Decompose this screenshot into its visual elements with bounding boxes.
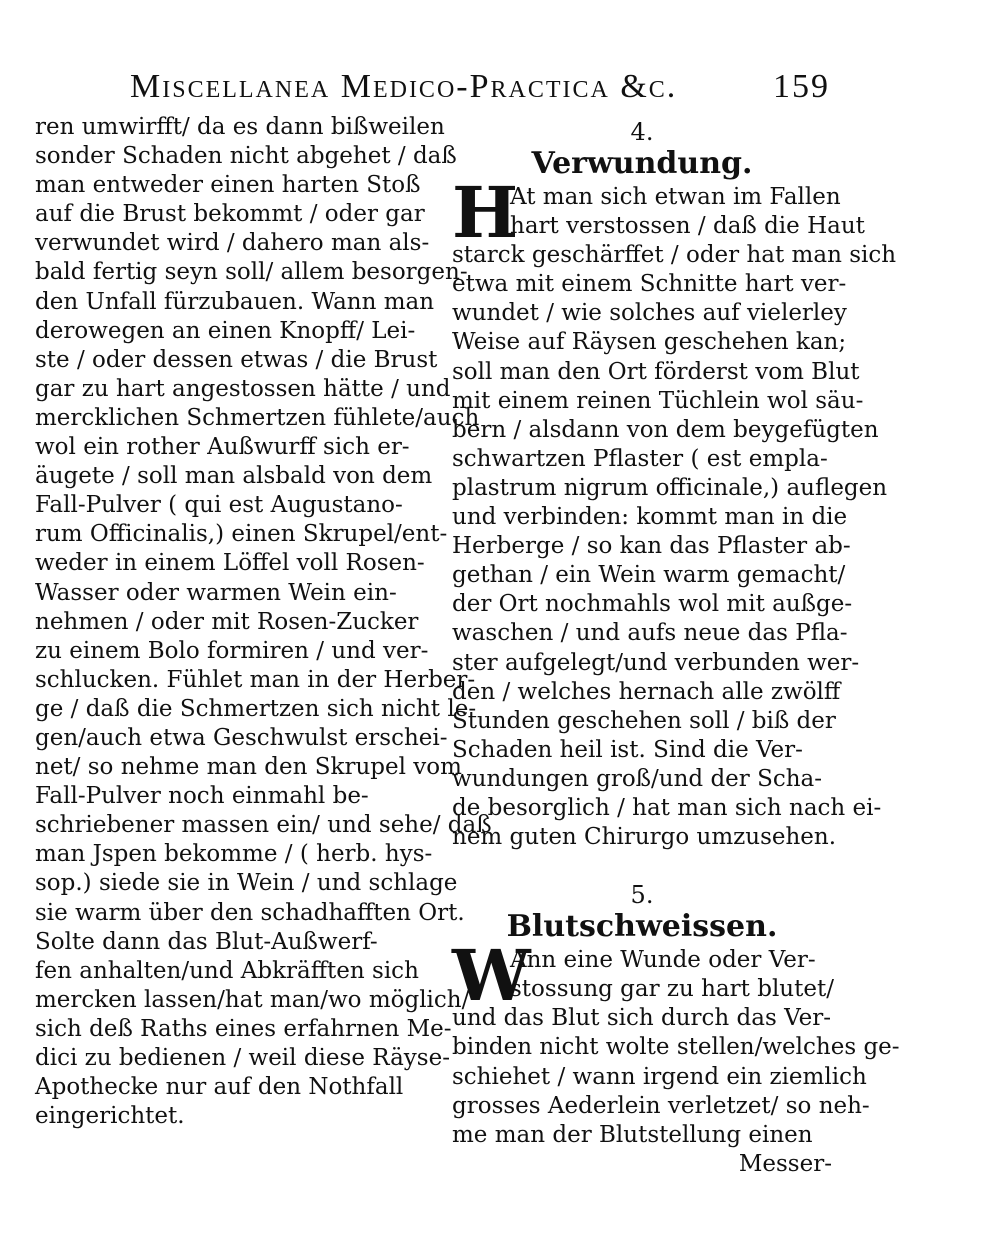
text-line: stossung gar zu hart blutet/ bbox=[510, 976, 834, 1003]
text-line: de besorglich / hat man sich nach ei- bbox=[452, 794, 882, 821]
text-line: man entweder einen harten Stoß bbox=[35, 172, 421, 199]
section-number: 4. bbox=[630, 118, 654, 146]
text-line: schwartzen Pflaster ( est empla- bbox=[452, 445, 828, 472]
text-line: binden nicht wolte stellen/welches ge- bbox=[452, 1034, 900, 1061]
text-line: gethan / ein Wein warm gemacht/ bbox=[452, 562, 846, 589]
text-line: schiehet / wann irgend ein ziemlich bbox=[452, 1063, 867, 1090]
text-line: Wasser oder warmen Wein ein- bbox=[35, 579, 397, 606]
text-line: ren umwirfft/ da es dann bißweilen bbox=[35, 114, 445, 140]
text-line: grosses Aederlein verletzet/ so neh- bbox=[452, 1092, 870, 1119]
text-line: bald fertig seyn soll/ allem besorgen- bbox=[35, 259, 468, 286]
text-line: derowegen an einen Knopff/ Lei- bbox=[35, 317, 416, 344]
text-line: äugete / soll man alsbald von dem bbox=[35, 463, 433, 490]
text-line: bern / alsdann von dem beygefügten bbox=[452, 416, 879, 443]
text-line: den / welches hernach alle zwölff bbox=[452, 678, 841, 705]
text-line: etwa mit einem Schnitte hart ver- bbox=[452, 271, 847, 298]
text-line: schriebener massen ein/ und sehe/ daß bbox=[35, 812, 492, 839]
right-column bbox=[452, 118, 900, 1179]
text-line: Apothecke nur auf den Nothfall bbox=[35, 1074, 404, 1101]
text-line: und verbinden: kommt man in die bbox=[452, 504, 848, 531]
text-line: man Jspen bekomme / ( herb. hys- bbox=[35, 841, 433, 868]
text-line: Solte dann das Blut-Außwerf- bbox=[35, 928, 378, 955]
text-line: schlucken. Fühlet man in der Herber- bbox=[35, 666, 476, 693]
text-line: wundungen groß/und der Scha- bbox=[452, 765, 823, 792]
text-line: eingerichtet. bbox=[35, 1103, 185, 1130]
text-line: wundet / wie solches auf vielerley bbox=[452, 300, 847, 327]
text-line: me man der Blutstellung einen bbox=[452, 1121, 813, 1148]
text-line: nem guten Chirurgo umzusehen. bbox=[452, 824, 837, 851]
running-header bbox=[130, 68, 830, 112]
text-line: mercken lassen/hat man/wo möglich/ bbox=[35, 986, 470, 1013]
text-line: gar zu hart angestossen hätte / und bbox=[35, 375, 451, 402]
section-heading: Blutschweissen. bbox=[506, 909, 778, 945]
running-title: Miscellanea Medico-Practica &c. bbox=[130, 68, 678, 105]
text-line: net/ so nehme man den Skrupel vom bbox=[35, 754, 462, 781]
page-number: 159 bbox=[773, 68, 830, 105]
text-line: At man sich etwan im Fallen bbox=[510, 184, 841, 210]
text-line: fen anhalten/und Abkräfften sich bbox=[35, 957, 419, 984]
text-line: sie warm über den schadhafften Ort. bbox=[35, 899, 465, 926]
text-line: verwundet wird / dahero man als- bbox=[35, 230, 430, 257]
text-line: ge / daß die Schmertzen sich nicht le- bbox=[35, 695, 477, 722]
text-line: gen/auch etwa Geschwulst erschei- bbox=[35, 724, 448, 751]
text-line: Fall-Pulver ( qui est Augustano- bbox=[35, 492, 403, 519]
text-line: nehmen / oder mit Rosen-Zucker bbox=[35, 608, 419, 635]
text-line: Weise auf Räysen geschehen kan; bbox=[452, 329, 847, 356]
text-line: auf die Brust bekommt / oder gar bbox=[35, 201, 425, 228]
text-line: sonder Schaden nicht abgehet / daß bbox=[35, 143, 457, 170]
text-line: soll man den Ort förderst vom Blut bbox=[452, 358, 860, 385]
text-line: ster aufgelegt/und verbunden wer- bbox=[452, 649, 860, 676]
text-line: weder in einem Löffel voll Rosen- bbox=[35, 550, 425, 577]
text-line: ste / oder dessen etwas / die Brust bbox=[35, 346, 438, 373]
text-line: dici zu bedienen / weil diese Räyse- bbox=[35, 1045, 450, 1071]
text-line: Stunden geschehen soll / biß der bbox=[452, 707, 836, 734]
text-line: und das Blut sich durch das Ver- bbox=[452, 1005, 831, 1032]
section-gap bbox=[452, 852, 832, 882]
text-line: mit einem reinen Tüchlein wol säu- bbox=[452, 387, 864, 414]
text-line: sop.) siede sie in Wein / und schlage bbox=[35, 870, 458, 897]
drop-cap: W bbox=[452, 934, 531, 1018]
text-line: wol ein rother Außwurff sich er- bbox=[35, 434, 410, 461]
section-number: 5. bbox=[630, 881, 654, 910]
text-line: Herberge / so kan das Pflaster ab- bbox=[452, 533, 851, 560]
text-line: der Ort nochmahls wol mit außge- bbox=[452, 591, 853, 618]
text-line: sich deß Raths eines erfahrnen Me- bbox=[35, 1015, 452, 1042]
text-line: mercklichen Schmertzen fühlete/auch bbox=[35, 404, 480, 431]
text-line: rum Officinalis,) einen Skrupel/ent- bbox=[35, 521, 448, 548]
text-line: Ann eine Wunde oder Ver- bbox=[510, 947, 816, 974]
text-line: waschen / und aufs neue das Pfla- bbox=[452, 620, 848, 647]
text-line: zu einem Bolo formiren / und ver- bbox=[35, 637, 429, 664]
left-column bbox=[35, 113, 492, 1131]
catchword: Messer- bbox=[738, 1150, 832, 1177]
section-paragraph bbox=[452, 934, 900, 1179]
text-line: plastrum nigrum officinale,) auflegen bbox=[452, 474, 888, 501]
section-paragraph bbox=[452, 171, 897, 852]
text-line: starck geschärffet / oder hat man sich bbox=[452, 242, 897, 269]
text-line: Schaden heil ist. Sind die Ver- bbox=[452, 736, 803, 763]
text-line: hart verstossen / daß die Haut bbox=[510, 213, 865, 240]
section-heading: Verwundung. bbox=[531, 146, 753, 181]
text-line: den Unfall fürzubauen. Wann man bbox=[35, 288, 435, 315]
drop-cap: H bbox=[452, 171, 519, 254]
text-line: Fall-Pulver noch einmahl be- bbox=[35, 783, 369, 810]
